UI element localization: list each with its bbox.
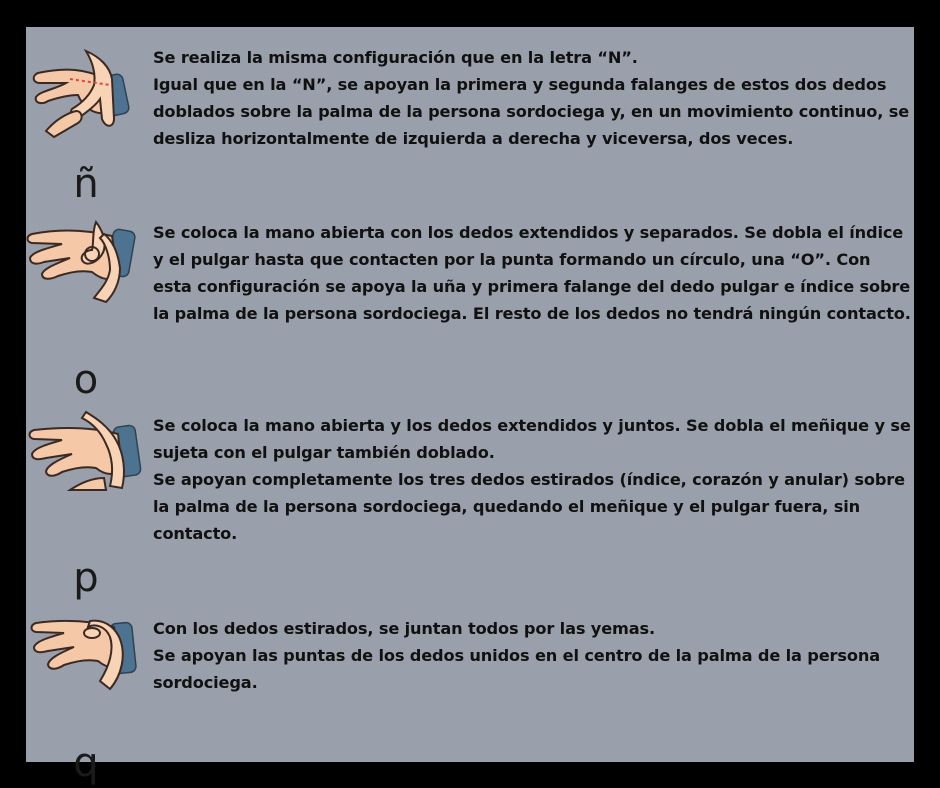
description-line: Con los dedos estirados, se juntan todos por las yemas. — [153, 619, 656, 638]
content-panel — [26, 27, 914, 786]
entry-q — [26, 593, 914, 786]
letter-label: p — [73, 555, 99, 601]
hands-letter-p-icon — [26, 390, 151, 500]
description — [153, 412, 911, 547]
hands-letter-n-tilde-icon — [26, 39, 151, 149]
description-line: Igual que en la “N”, se apoyan la primera y segunda falanges de estos dos dedos doblados sobre la palma de la persona sordociega y, en un movimiento continuo, se desliza horizontalmente de izquierda a derecha y viceversa, dos veces. — [153, 75, 910, 148]
entry-p — [26, 390, 914, 601]
description-line: Se coloca la mano abierta y los dedos extendidos y juntos. Se dobla el meñique y se sujeta con el pulgar también doblado. — [153, 416, 911, 462]
letter-label: q — [73, 740, 99, 786]
entry-o — [26, 210, 914, 403]
hands-letter-o-icon — [26, 210, 151, 320]
letter-label: ñ — [73, 161, 99, 207]
description — [153, 615, 911, 696]
hands-letter-q-icon — [26, 593, 151, 703]
description — [153, 44, 911, 152]
description-line: Se apoyan las puntas de los dedos unidos en el centro de la palma de la persona sordociega. — [153, 646, 880, 692]
description-line: Se coloca la mano abierta con los dedos extendidos y separados. Se dobla el índice y el pulgar hasta que contacten por la punta formando un círculo, una “O”. Con esta configuración se apoya la uña y primera falange del dedo pulgar e índice sobre la palma de la persona sordociega. El resto de los dedos no tendrá ningún contacto. — [153, 223, 911, 323]
description-line: Se apoyan completamente los tres dedos estirados (índice, corazón y anular) sobre la palma de la persona sordociega, quedando el meñique y el pulgar fuera, sin contacto. — [153, 470, 905, 543]
description — [153, 219, 911, 327]
entry-n-tilde — [26, 39, 914, 209]
description-line: Se realiza la misma configuración que en la letra “N”. — [153, 48, 638, 67]
letter-label: o — [73, 357, 99, 403]
